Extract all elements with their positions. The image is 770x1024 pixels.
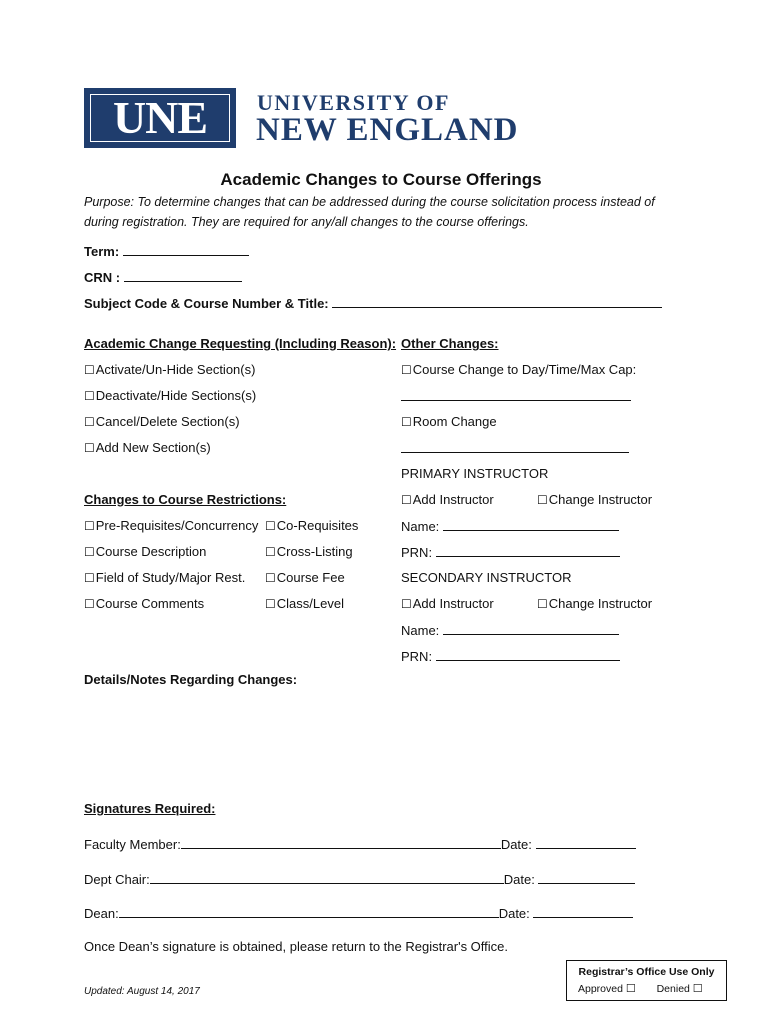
date-label: Date: — [498, 906, 530, 921]
option-room-change[interactable] — [401, 414, 497, 429]
checkbox-icon[interactable]: ☐ — [84, 571, 95, 585]
approved-checkbox-icon[interactable]: ☐ — [625, 982, 636, 995]
course-change-blank[interactable] — [401, 388, 631, 404]
chair-label: Dept Chair: — [84, 872, 150, 887]
option-label: Deactivate/Hide Sections(s) — [95, 388, 257, 403]
checkbox-icon[interactable]: ☐ — [84, 545, 95, 559]
other-changes-heading: Other Changes: — [401, 336, 499, 351]
date-label: Date: — [500, 837, 532, 852]
checkbox-icon[interactable]: ☐ — [84, 363, 95, 377]
dean-blank[interactable] — [119, 905, 499, 918]
chair-date-blank[interactable] — [538, 871, 635, 884]
option-label: Add Instructor — [412, 492, 494, 507]
logo-mark-box — [84, 88, 236, 148]
option-course-fee[interactable] — [265, 570, 345, 585]
logo-mark-text: UNE — [112, 92, 208, 143]
checkbox-icon[interactable]: ☐ — [401, 363, 412, 377]
subject-field[interactable] — [84, 295, 662, 311]
term-blank[interactable] — [123, 243, 249, 256]
registrar-use-box — [566, 960, 727, 1001]
checkbox-icon[interactable]: ☐ — [265, 597, 276, 611]
faculty-date-blank[interactable] — [536, 836, 636, 849]
option-label: Course Comments — [95, 596, 205, 611]
option-label: Pre-Requisites/Concurrency — [95, 518, 259, 533]
option-label: Change Instructor — [548, 596, 653, 611]
checkbox-icon[interactable]: ☐ — [265, 545, 276, 559]
une-logo — [84, 88, 554, 150]
secondary-prn-field[interactable] — [401, 648, 620, 664]
option-label: Cancel/Delete Section(s) — [95, 414, 240, 429]
option-label: Co-Requisites — [276, 518, 359, 533]
prn-blank[interactable] — [436, 544, 620, 557]
subject-label: Subject Code & Course Number & Title: — [84, 296, 329, 311]
checkbox-icon[interactable]: ☐ — [84, 441, 95, 455]
checkbox-icon[interactable]: ☐ — [401, 597, 412, 611]
option-label: Activate/Un-Hide Section(s) — [95, 362, 256, 377]
option-cancel[interactable] — [84, 414, 240, 429]
checkbox-icon[interactable]: ☐ — [84, 597, 95, 611]
checkbox-icon[interactable]: ☐ — [401, 415, 412, 429]
faculty-label: Faculty Member: — [84, 837, 181, 852]
signatures-heading: Signatures Required: — [84, 801, 216, 816]
term-field[interactable] — [84, 243, 249, 259]
chair-signature-field[interactable] — [84, 871, 635, 887]
crn-blank[interactable] — [124, 269, 242, 282]
crn-field[interactable] — [84, 269, 242, 285]
prn-blank[interactable] — [436, 648, 620, 661]
denied-label: Denied — [656, 983, 690, 995]
logo-line-1: UNIVERSITY OF — [257, 90, 450, 115]
page-title: Academic Changes to Course Offerings — [220, 170, 542, 189]
dean-label: Dean: — [84, 906, 119, 921]
secondary-name-field[interactable] — [401, 622, 619, 638]
faculty-blank[interactable] — [181, 836, 501, 849]
restrictions-heading: Changes to Course Restrictions: — [84, 492, 287, 507]
return-instructions: Once Dean’s signature is obtained, please return to the Registrar's Office. — [84, 939, 509, 954]
chair-blank[interactable] — [150, 871, 504, 884]
dean-signature-field[interactable] — [84, 905, 633, 921]
name-label: Name: — [401, 623, 440, 638]
option-label: Room Change — [412, 414, 497, 429]
primary-change-instructor[interactable] — [537, 492, 652, 507]
option-label: Course Change to Day/Time/Max Cap: — [412, 362, 637, 377]
subject-blank[interactable] — [332, 295, 662, 308]
primary-prn-field[interactable] — [401, 544, 620, 560]
logo-line-2: NEW ENGLAND — [256, 112, 519, 148]
registrar-decision-row — [578, 982, 704, 995]
option-deactivate[interactable] — [84, 388, 256, 403]
updated-date: Updated: August 14, 2017 — [84, 986, 200, 997]
secondary-change-instructor[interactable] — [537, 596, 652, 611]
checkbox-icon[interactable]: ☐ — [537, 493, 548, 507]
option-label: Add New Section(s) — [95, 440, 211, 455]
option-label: Course Fee — [276, 570, 345, 585]
option-field-of-study[interactable] — [84, 570, 245, 585]
checkbox-icon[interactable]: ☐ — [401, 493, 412, 507]
primary-add-instructor[interactable] — [401, 492, 494, 507]
option-label: Field of Study/Major Rest. — [95, 570, 246, 585]
option-cross-listing[interactable] — [265, 544, 353, 559]
checkbox-icon[interactable]: ☐ — [265, 519, 276, 533]
checkbox-icon[interactable]: ☐ — [84, 415, 95, 429]
approved-label: Approved — [578, 983, 623, 995]
option-activate[interactable] — [84, 362, 255, 377]
primary-instructor-heading: PRIMARY INSTRUCTOR — [401, 466, 549, 481]
denied-checkbox-icon[interactable]: ☐ — [692, 982, 703, 995]
checkbox-icon[interactable]: ☐ — [265, 571, 276, 585]
change-requesting-heading: Academic Change Requesting (Including Reason): — [84, 336, 397, 351]
primary-name-field[interactable] — [401, 518, 619, 534]
details-area[interactable] — [84, 690, 684, 790]
name-blank[interactable] — [443, 518, 619, 531]
prn-label: PRN: — [401, 545, 433, 560]
purpose-text: Purpose: To determine changes that can be addressed during the course solicitation process instead of during registration. They are required for any/all changes to the course offerings. — [84, 195, 655, 229]
option-course-description[interactable] — [84, 544, 206, 559]
prn-label: PRN: — [401, 649, 433, 664]
option-prerequisites[interactable] — [84, 518, 258, 533]
option-course-change[interactable] — [401, 362, 636, 377]
room-change-blank[interactable] — [401, 440, 629, 456]
option-label: Add Instructor — [412, 596, 494, 611]
option-label: Class/Level — [276, 596, 344, 611]
date-label: Date: — [503, 872, 535, 887]
secondary-add-instructor[interactable] — [401, 596, 494, 611]
option-label: Cross-Listing — [276, 544, 353, 559]
crn-label: CRN : — [84, 270, 121, 285]
name-blank[interactable] — [443, 622, 619, 635]
term-label: Term: — [84, 244, 120, 259]
option-label: Course Description — [95, 544, 207, 559]
name-label: Name: — [401, 519, 440, 534]
option-label: Change Instructor — [548, 492, 653, 507]
checkbox-icon[interactable]: ☐ — [537, 597, 548, 611]
option-class-level[interactable] — [265, 596, 344, 611]
option-corequisites[interactable] — [265, 518, 358, 533]
secondary-instructor-heading: SECONDARY INSTRUCTOR — [401, 570, 572, 585]
checkbox-icon[interactable]: ☐ — [84, 389, 95, 403]
checkbox-icon[interactable]: ☐ — [84, 519, 95, 533]
dean-date-blank[interactable] — [533, 905, 633, 918]
registrar-box-title: Registrar’s Office Use Only — [578, 966, 715, 978]
faculty-signature-field[interactable] — [84, 836, 636, 852]
option-add-section[interactable] — [84, 440, 211, 455]
details-heading: Details/Notes Regarding Changes: — [84, 672, 298, 687]
option-course-comments[interactable] — [84, 596, 204, 611]
